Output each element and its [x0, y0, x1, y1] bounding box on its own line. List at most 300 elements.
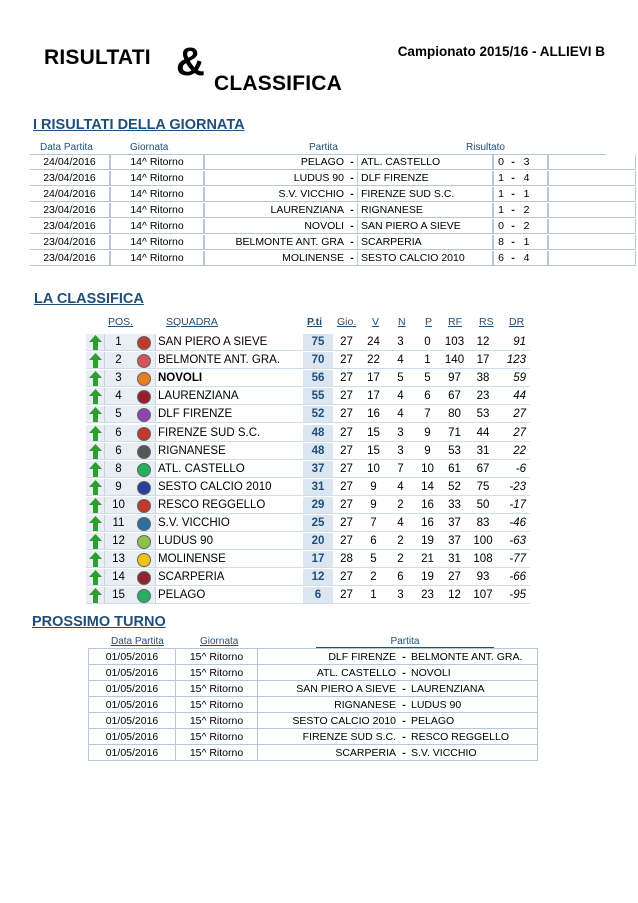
standings-col-gf: RF [448, 316, 462, 328]
standings-won: 2 [360, 569, 387, 586]
standings-row [86, 569, 530, 587]
result-score-separator: - [508, 235, 518, 250]
standings-won: 16 [360, 406, 387, 423]
title-ampersand: & [176, 40, 205, 84]
trend-up-arrow-icon [86, 388, 105, 405]
team-crest-icon [132, 370, 156, 387]
result-away-goals: 2 [518, 203, 548, 218]
standings-lost: 9 [414, 425, 441, 442]
standings-position: 12 [105, 533, 132, 550]
result-away-goals: 2 [518, 219, 548, 234]
standings-col-drawn: N [398, 316, 406, 328]
result-away-team: SESTO CALCIO 2010 [357, 251, 493, 266]
fixture-round: 15^ Ritorno [176, 665, 258, 681]
standings-lost: 19 [414, 533, 441, 550]
team-crest-icon [132, 479, 156, 496]
standings-drawn: 3 [387, 443, 414, 460]
fixture-separator: - [399, 665, 409, 681]
fixture-separator: - [399, 745, 409, 761]
result-away-goals: 3 [518, 155, 548, 170]
fixture-round: 15^ Ritorno [176, 729, 258, 745]
fixture-separator: - [399, 681, 409, 697]
standings-ga: 108 [468, 551, 498, 568]
result-round: 14^ Ritorno [110, 235, 204, 250]
standings-played: 27 [333, 443, 360, 460]
standings-diff: 123 [498, 352, 530, 369]
standings-diff: -6 [498, 461, 530, 478]
trend-up-arrow-icon [86, 352, 105, 369]
result-separator: - [347, 171, 357, 186]
standings-row [86, 497, 530, 515]
standings-points: 6 [303, 587, 333, 604]
fixture-separator: - [399, 697, 409, 713]
standings-gf: 37 [441, 533, 468, 550]
standings-position: 10 [105, 497, 132, 514]
result-separator: - [347, 187, 357, 202]
standings-played: 27 [333, 497, 360, 514]
trend-up-arrow-icon [86, 425, 105, 442]
team-crest-icon [132, 443, 156, 460]
standings-col-lost: P [425, 316, 433, 328]
fixture-home-team: SESTO CALCIO 2010 [258, 713, 399, 729]
standings-points: 31 [303, 479, 333, 496]
results-col-result: Risultato [466, 142, 505, 153]
standings-won: 6 [360, 533, 387, 550]
standings-lost: 7 [414, 406, 441, 423]
standings-gf: 140 [441, 352, 468, 369]
standings-diff: -66 [498, 569, 530, 586]
standings-col-played: Gio. [337, 316, 357, 328]
results-col-round: Giornata [130, 142, 169, 153]
result-home-team: LUDUS 90 [204, 171, 347, 186]
standings-points: 56 [303, 370, 333, 387]
result-away-goals: 1 [518, 187, 548, 202]
standings-won: 10 [360, 461, 387, 478]
standings-drawn: 5 [387, 370, 414, 387]
next-col-match: Partita [316, 636, 494, 648]
standings-points: 20 [303, 533, 333, 550]
fixture-home-team: RIGNANESE [258, 697, 399, 713]
standings-col-pos: POS. [108, 316, 134, 328]
standings-drawn: 3 [387, 334, 414, 351]
standings-ga: 50 [468, 497, 498, 514]
standings-won: 5 [360, 551, 387, 568]
fixture-away-team: S.V. VICCHIO [409, 745, 538, 761]
standings-drawn: 2 [387, 533, 414, 550]
standings-row [86, 479, 530, 497]
standings-points: 48 [303, 443, 333, 460]
trend-up-arrow-icon [86, 443, 105, 460]
standings-team-name: SESTO CALCIO 2010 [156, 479, 303, 496]
fixture-home-team: SAN PIERO A SIEVE [258, 681, 399, 697]
standings-diff: -46 [498, 515, 530, 532]
standings-diff: -77 [498, 551, 530, 568]
result-home-team: PELAGO [204, 155, 347, 170]
standings-gf: 12 [441, 587, 468, 604]
standings-won: 17 [360, 388, 387, 405]
result-away-team: ATL. CASTELLO [357, 155, 493, 170]
standings-diff: -95 [498, 587, 530, 604]
standings-row [86, 443, 530, 461]
standings-lost: 23 [414, 587, 441, 604]
standings-ga: 17 [468, 352, 498, 369]
standings-lost: 16 [414, 515, 441, 532]
standings-row [86, 370, 530, 388]
standings-gf: 97 [441, 370, 468, 387]
standings-points: 25 [303, 515, 333, 532]
standings-played: 28 [333, 551, 360, 568]
standings-team-name: BELMONTE ANT. GRA. [156, 352, 303, 369]
standings-gf: 61 [441, 461, 468, 478]
standings-drawn: 4 [387, 352, 414, 369]
standings-points: 55 [303, 388, 333, 405]
standings-diff: 27 [498, 406, 530, 423]
standings-points: 17 [303, 551, 333, 568]
standings-gf: 52 [441, 479, 468, 496]
fixture-date: 01/05/2016 [88, 745, 176, 761]
standings-played: 27 [333, 406, 360, 423]
standings-position: 6 [105, 443, 132, 460]
result-blank-cell [548, 187, 636, 202]
standings-diff: 91 [498, 334, 530, 351]
standings-won: 9 [360, 479, 387, 496]
result-home-goals: 0 [493, 219, 508, 234]
standings-played: 27 [333, 515, 360, 532]
standings-diff: -17 [498, 497, 530, 514]
result-date: 24/04/2016 [30, 155, 110, 170]
team-crest-icon [132, 461, 156, 478]
standings-ga: 31 [468, 443, 498, 460]
standings-ga: 12 [468, 334, 498, 351]
fixture-home-team: FIRENZE SUD S.C. [258, 729, 399, 745]
result-home-team: LAURENZIANA [204, 203, 347, 218]
result-round: 14^ Ritorno [110, 155, 204, 170]
title-risultati: RISULTATI [44, 46, 151, 69]
team-crest-icon [132, 334, 156, 351]
standings-team-name: DLF FIRENZE [156, 406, 303, 423]
team-crest-icon [132, 497, 156, 514]
team-crest-icon [132, 587, 156, 604]
results-col-match: Partita [309, 142, 338, 153]
results-col-date: Data Partita [40, 142, 93, 153]
standings-position: 14 [105, 569, 132, 586]
result-home-goals: 1 [493, 187, 508, 202]
standings-lost: 1 [414, 352, 441, 369]
standings-drawn: 3 [387, 425, 414, 442]
standings-played: 27 [333, 569, 360, 586]
result-score-separator: - [508, 219, 518, 234]
standings-gf: 33 [441, 497, 468, 514]
team-crest-icon [132, 515, 156, 532]
fixture-home-team: ATL. CASTELLO [258, 665, 399, 681]
standings-row [86, 515, 530, 533]
standings-drawn: 4 [387, 515, 414, 532]
team-crest-icon [132, 406, 156, 423]
fixture-round: 15^ Ritorno [176, 745, 258, 761]
result-score-separator: - [508, 171, 518, 186]
standings-points: 48 [303, 425, 333, 442]
results-section-title: I RISULTATI DELLA GIORNATA [33, 117, 245, 133]
standings-lost: 10 [414, 461, 441, 478]
result-home-goals: 1 [493, 203, 508, 218]
result-home-goals: 1 [493, 171, 508, 186]
trend-up-arrow-icon [86, 334, 105, 351]
standings-ga: 83 [468, 515, 498, 532]
result-home-team: S.V. VICCHIO [204, 187, 347, 202]
standings-won: 9 [360, 497, 387, 514]
result-round: 14^ Ritorno [110, 219, 204, 234]
result-date: 23/04/2016 [30, 235, 110, 250]
result-separator: - [347, 219, 357, 234]
standings-position: 3 [105, 370, 132, 387]
fixture-away-team: PELAGO [409, 713, 538, 729]
standings-won: 24 [360, 334, 387, 351]
next-section-title: PROSSIMO TURNO [32, 614, 166, 630]
result-away-goals: 1 [518, 235, 548, 250]
fixture-home-team: SCARPERIA [258, 745, 399, 761]
result-separator: - [347, 251, 357, 266]
trend-up-arrow-icon [86, 569, 105, 586]
result-date: 23/04/2016 [30, 171, 110, 186]
result-blank-cell [548, 219, 636, 234]
standings-diff: 44 [498, 388, 530, 405]
next-col-round: Giornata [200, 636, 239, 647]
standings-team-name: PELAGO [156, 587, 303, 604]
standings-team-name: S.V. VICCHIO [156, 515, 303, 532]
fixture-date: 01/05/2016 [88, 649, 176, 665]
trend-up-arrow-icon [86, 587, 105, 604]
team-crest-icon [132, 533, 156, 550]
standings-played: 27 [333, 479, 360, 496]
trend-up-arrow-icon [86, 370, 105, 387]
standings-diff: 27 [498, 425, 530, 442]
result-separator: - [347, 155, 357, 170]
result-blank-cell [548, 235, 636, 250]
standings-drawn: 7 [387, 461, 414, 478]
result-round: 14^ Ritorno [110, 187, 204, 202]
standings-diff: 59 [498, 370, 530, 387]
trend-up-arrow-icon [86, 461, 105, 478]
result-date: 23/04/2016 [30, 251, 110, 266]
team-crest-icon [132, 425, 156, 442]
standings-diff: -63 [498, 533, 530, 550]
standings-drawn: 4 [387, 406, 414, 423]
fixture-round: 15^ Ritorno [176, 697, 258, 713]
result-score-separator: - [508, 251, 518, 266]
standings-ga: 44 [468, 425, 498, 442]
fixture-away-team: RESCO REGGELLO [409, 729, 538, 745]
team-crest-icon [132, 551, 156, 568]
standings-gf: 67 [441, 388, 468, 405]
standings-row [86, 406, 530, 424]
standings-ga: 93 [468, 569, 498, 586]
fixture-date: 01/05/2016 [88, 697, 176, 713]
standings-ga: 38 [468, 370, 498, 387]
team-crest-icon [132, 388, 156, 405]
standings-played: 27 [333, 334, 360, 351]
trend-up-arrow-icon [86, 533, 105, 550]
standings-team-name: RESCO REGGELLO [156, 497, 303, 514]
result-blank-cell [548, 155, 636, 170]
standings-row [86, 551, 530, 569]
standings-position: 9 [105, 479, 132, 496]
result-score-separator: - [508, 187, 518, 202]
standings-ga: 107 [468, 587, 498, 604]
result-date: 23/04/2016 [30, 219, 110, 234]
standings-lost: 9 [414, 443, 441, 460]
fixture-round: 15^ Ritorno [176, 681, 258, 697]
trend-up-arrow-icon [86, 515, 105, 532]
standings-points: 52 [303, 406, 333, 423]
standings-played: 27 [333, 425, 360, 442]
trend-up-arrow-icon [86, 406, 105, 423]
standings-team-name: LAURENZIANA [156, 388, 303, 405]
standings-ga: 23 [468, 388, 498, 405]
standings-drawn: 3 [387, 587, 414, 604]
fixture-date: 01/05/2016 [88, 665, 176, 681]
standings-ga: 75 [468, 479, 498, 496]
standings-drawn: 2 [387, 497, 414, 514]
result-home-team: NOVOLI [204, 219, 347, 234]
fixture-away-team: NOVOLI [409, 665, 538, 681]
standings-played: 27 [333, 352, 360, 369]
standings-team-name: SAN PIERO A SIEVE [156, 334, 303, 351]
fixture-home-team: DLF FIRENZE [258, 649, 399, 665]
standings-played: 27 [333, 587, 360, 604]
standings-lost: 0 [414, 334, 441, 351]
standings-row [86, 425, 530, 443]
standings-played: 27 [333, 533, 360, 550]
standings-position: 1 [105, 334, 132, 351]
standings-gf: 103 [441, 334, 468, 351]
result-separator: - [347, 235, 357, 250]
standings-won: 15 [360, 425, 387, 442]
standings-lost: 16 [414, 497, 441, 514]
standings-position: 5 [105, 406, 132, 423]
standings-won: 15 [360, 443, 387, 460]
fixture-date: 01/05/2016 [88, 681, 176, 697]
standings-col-ga: RS [479, 316, 494, 328]
standings-won: 17 [360, 370, 387, 387]
standings-drawn: 4 [387, 479, 414, 496]
result-away-goals: 4 [518, 251, 548, 266]
standings-diff: 22 [498, 443, 530, 460]
standings-col-team: SQUADRA [166, 316, 218, 328]
standings-diff: -23 [498, 479, 530, 496]
result-away-goals: 4 [518, 171, 548, 186]
result-separator: - [347, 203, 357, 218]
result-date: 23/04/2016 [30, 203, 110, 218]
standings-row [86, 388, 530, 406]
standings-row [86, 352, 530, 370]
standings-won: 7 [360, 515, 387, 532]
standings-played: 27 [333, 461, 360, 478]
result-blank-cell [548, 203, 636, 218]
result-round: 14^ Ritorno [110, 171, 204, 186]
result-home-goals: 8 [493, 235, 508, 250]
fixture-separator: - [399, 729, 409, 745]
result-blank-cell [548, 171, 636, 186]
trend-up-arrow-icon [86, 551, 105, 568]
standings-col-diff: DR [509, 316, 525, 328]
fixture-round: 15^ Ritorno [176, 713, 258, 729]
standings-points: 75 [303, 334, 333, 351]
standings-row [86, 461, 530, 479]
standings-points: 12 [303, 569, 333, 586]
standings-position: 11 [105, 515, 132, 532]
result-away-team: FIRENZE SUD S.C. [357, 187, 493, 202]
championship-label: Campionato 2015/16 - ALLIEVI B [397, 44, 605, 59]
standings-played: 27 [333, 370, 360, 387]
standings-drawn: 2 [387, 551, 414, 568]
standings-gf: 71 [441, 425, 468, 442]
standings-won: 22 [360, 352, 387, 369]
standings-col-won: V [372, 316, 380, 328]
fixture-date: 01/05/2016 [88, 713, 176, 729]
standings-team-name: LUDUS 90 [156, 533, 303, 550]
standings-points: 29 [303, 497, 333, 514]
result-blank-cell [548, 251, 636, 266]
next-col-date: Data Partita [111, 636, 164, 647]
standings-gf: 31 [441, 551, 468, 568]
standings-position: 2 [105, 352, 132, 369]
standings-lost: 14 [414, 479, 441, 496]
standings-col-points: P.ti [307, 316, 322, 328]
result-away-team: SCARPERIA [357, 235, 493, 250]
result-away-team: SAN PIERO A SIEVE [357, 219, 493, 234]
standings-ga: 100 [468, 533, 498, 550]
fixture-round: 15^ Ritorno [176, 649, 258, 665]
title-classifica: CLASSIFICA [214, 72, 342, 95]
standings-drawn: 4 [387, 388, 414, 405]
fixture-away-team: LUDUS 90 [409, 697, 538, 713]
result-score-separator: - [508, 203, 518, 218]
standings-ga: 67 [468, 461, 498, 478]
result-round: 14^ Ritorno [110, 203, 204, 218]
fixture-away-team: BELMONTE ANT. GRA. [409, 649, 538, 665]
fixture-date: 01/05/2016 [88, 729, 176, 745]
result-date: 24/04/2016 [30, 187, 110, 202]
standings-lost: 5 [414, 370, 441, 387]
standings-position: 8 [105, 461, 132, 478]
result-home-team: BELMONTE ANT. GRA [204, 235, 347, 250]
standings-ga: 53 [468, 406, 498, 423]
standings-won: 1 [360, 587, 387, 604]
team-crest-icon [132, 352, 156, 369]
trend-up-arrow-icon [86, 479, 105, 496]
standings-row [86, 587, 530, 605]
standings-team-name: SCARPERIA [156, 569, 303, 586]
standings-points: 37 [303, 461, 333, 478]
result-away-team: DLF FIRENZE [357, 171, 493, 186]
standings-position: 13 [105, 551, 132, 568]
team-crest-icon [132, 569, 156, 586]
standings-lost: 19 [414, 569, 441, 586]
standings-row [86, 533, 530, 551]
standings-lost: 6 [414, 388, 441, 405]
result-away-team: RIGNANESE [357, 203, 493, 218]
standings-team-name: RIGNANESE [156, 443, 303, 460]
standings-team-name: NOVOLI [156, 370, 303, 387]
standings-row [86, 334, 530, 352]
standings-gf: 80 [441, 406, 468, 423]
standings-gf: 53 [441, 443, 468, 460]
fixture-separator: - [399, 713, 409, 729]
standings-gf: 27 [441, 569, 468, 586]
fixture-away-team: LAURENZIANA [409, 681, 538, 697]
standings-played: 27 [333, 388, 360, 405]
result-home-team: MOLINENSE [204, 251, 347, 266]
